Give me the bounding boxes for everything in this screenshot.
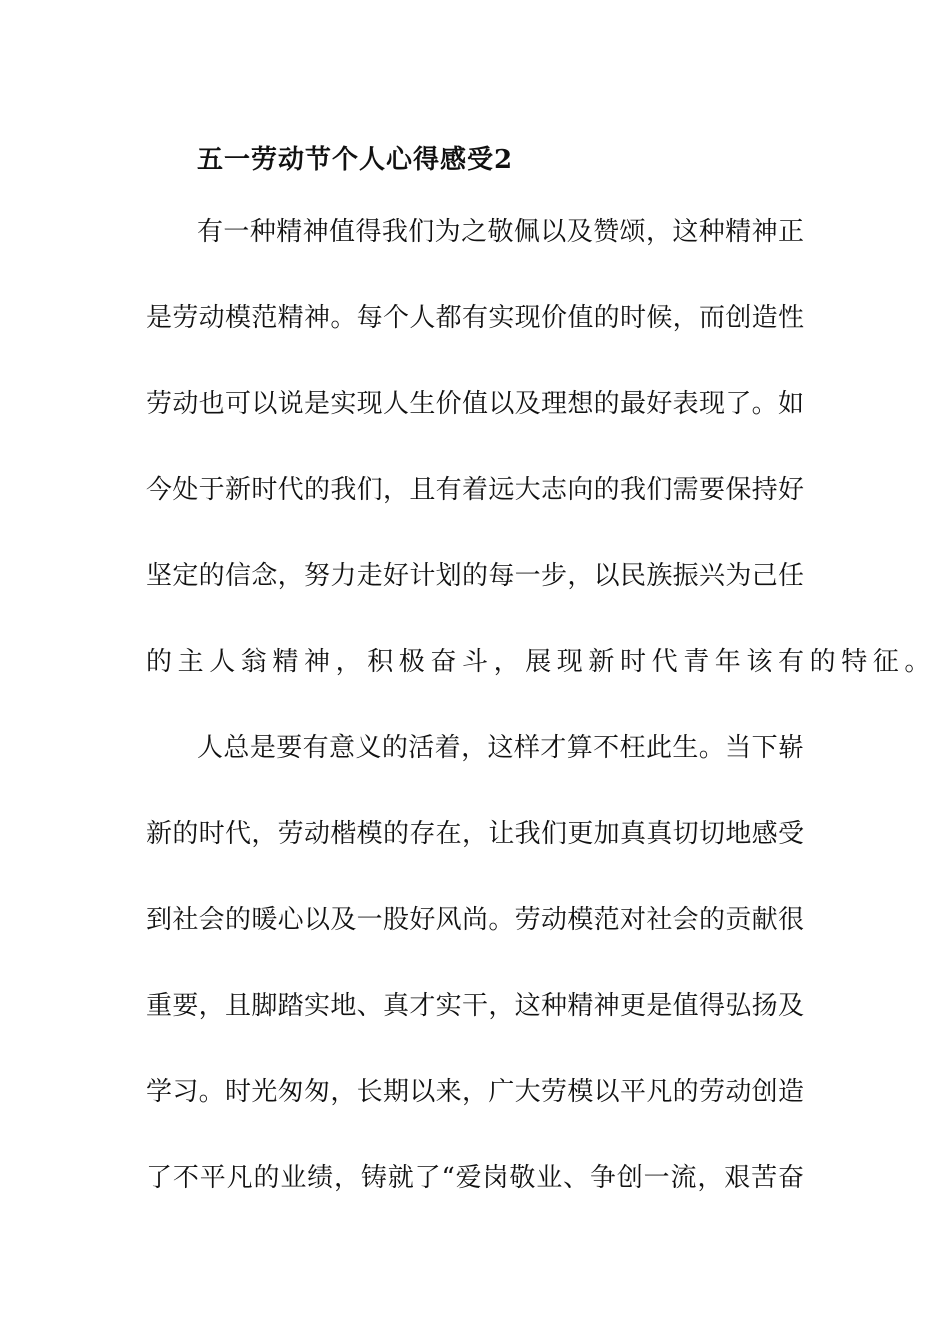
paragraph-line: 重要，且脚踏实地、真才实干，这种精神更是值得弘扬及 [146, 991, 804, 1021]
paragraph-line: 今处于新时代的我们，且有着远大志向的我们需要保持好 [146, 475, 804, 505]
paragraph-line: 了不平凡的业绩，铸就了“爱岗敬业、争创一流，艰苦奋 [146, 1163, 804, 1193]
paragraph-line: 到社会的暖心以及一股好风尚。劳动模范对社会的贡献很 [146, 905, 804, 935]
paragraph-line: 学习。时光匆匆，长期以来，广大劳模以平凡的劳动创造 [146, 1077, 804, 1107]
document-title: 五一劳动节个人心得感受2 [197, 145, 514, 175]
paragraph-line: 是劳动模范精神。每个人都有实现价值的时候，而创造性 [146, 303, 804, 333]
paragraph-line: 有一种精神值得我们为之敬佩以及赞颂，这种精神正 [197, 217, 804, 247]
paragraph-line: 的主人翁精神，积极奋斗，展现新时代青年该有的特征。 [146, 647, 937, 677]
paragraph-line: 劳动也可以说是实现人生价值以及理想的最好表现了。如 [146, 389, 804, 419]
paragraph-line: 人总是要有意义的活着，这样才算不枉此生。当下崭 [197, 733, 804, 763]
paragraph-line: 新的时代，劳动楷模的存在，让我们更加真真切切地感受 [146, 819, 804, 849]
paragraph-line: 坚定的信念，努力走好计划的每一步，以民族振兴为己任 [146, 561, 804, 591]
